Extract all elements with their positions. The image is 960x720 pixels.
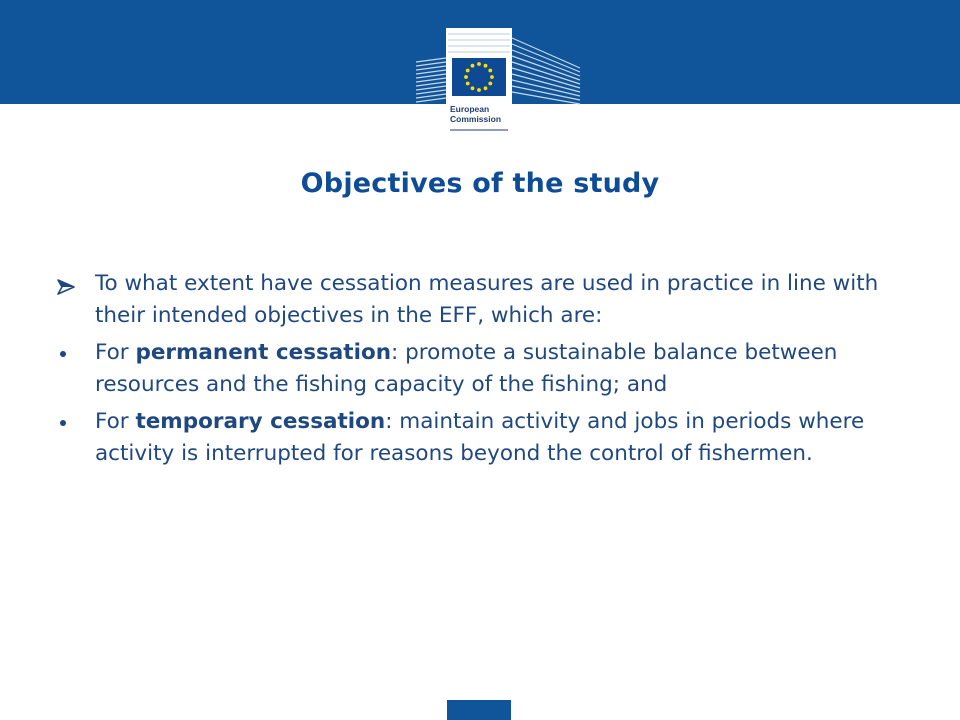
bullet-keyword: permanent cessation <box>135 340 392 365</box>
footer-tab <box>447 700 511 720</box>
intro-item <box>56 268 916 331</box>
intro-text: To what extent have cessation measures are used in practice in line with their intended objectives in the EFF, which are: <box>95 271 879 328</box>
logo-line-2: Commission <box>450 114 502 124</box>
logo-line-1: European <box>450 104 490 114</box>
slide-title: Objectives of the study <box>300 168 660 199</box>
bullet-keyword: temporary cessation <box>135 409 386 434</box>
bullet-item-permanent <box>56 337 916 400</box>
dot-bullet-icon <box>60 351 66 357</box>
bullet-text: : promote a sustainable balance between resources and the fishing capacity of the fishing; and <box>95 340 838 397</box>
logo-wordmark <box>450 104 510 124</box>
european-commission-logo <box>414 28 582 136</box>
bullet-prefix: For <box>95 340 136 365</box>
dot-bullet-icon <box>60 420 66 426</box>
slide-body <box>56 268 916 475</box>
bullet-item-temporary <box>56 406 916 469</box>
bullet-text: : maintain activity and jobs in periods where activity is interrupted for reasons beyond the control of fishermen. <box>95 409 865 466</box>
bullet-prefix: For <box>95 409 136 434</box>
arrow-bullet-icon <box>56 274 76 306</box>
